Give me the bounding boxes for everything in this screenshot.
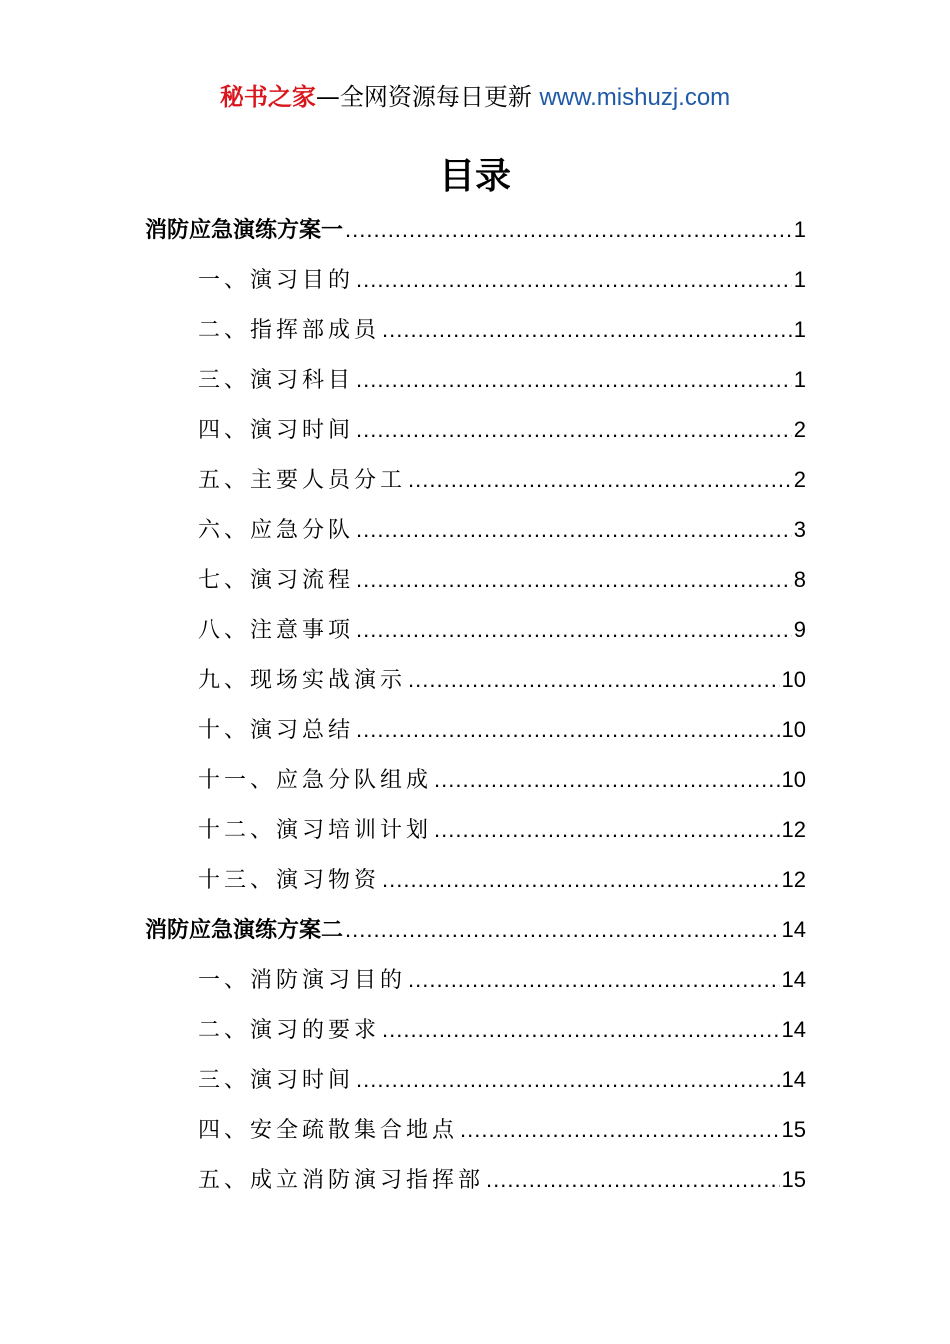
toc-page-number: 14 [781,1067,806,1092]
toc-entry-text: 三、演习科目 [198,368,355,393]
toc-entry-text: 五、成立消防演习指挥部 [198,1168,485,1193]
toc-entry-section[interactable] [145,905,806,955]
toc-page-number: 8 [793,567,806,592]
toc-entry-text: 一、演习目的 [198,268,355,293]
toc-entry[interactable] [198,1055,806,1105]
toc-entry-text: 十三、演习物资 [198,868,381,893]
toc-leader-dots [408,955,780,1005]
toc-entry-text: 十二、演习培训计划 [198,818,433,843]
toc-leader-dots [356,555,792,605]
toc-page-number: 14 [781,917,806,942]
toc-leader-dots [408,455,792,505]
toc-page-number: 2 [793,467,806,492]
toc-entry[interactable] [198,605,806,655]
toc-leader-dots [434,755,780,805]
toc-leader-dots [356,405,792,455]
toc-entry[interactable] [198,555,806,605]
toc-leader-dots [382,1005,780,1055]
toc-leader-dots [434,805,780,855]
toc-entry-text: 六、应急分队 [198,518,355,543]
toc-page-number: 10 [781,667,806,692]
toc-leader-dots [345,905,780,955]
toc-entry-text: 四、演习时间 [198,418,355,443]
brand-name: 秘书之家 [219,83,316,111]
toc-leader-dots [356,705,780,755]
toc-entry[interactable] [198,705,806,755]
toc-entry[interactable] [198,855,806,905]
toc-page-number: 1 [793,217,806,242]
toc-entry[interactable] [198,655,806,705]
toc-page-number: 10 [781,717,806,742]
toc-entry-text: 十、演习总结 [198,718,355,743]
toc-entry-text: 九、现场实战演示 [198,668,407,693]
toc-entry[interactable] [198,1105,806,1155]
toc-leader-dots [356,1055,780,1105]
toc-leader-dots [356,505,792,555]
toc-page-number: 12 [781,817,806,842]
toc-leader-dots [356,605,792,655]
toc-page-number: 3 [793,517,806,542]
toc-entry-text: 消防应急演练方案一 [145,217,344,243]
toc-entry-text: 八、注意事项 [198,618,355,643]
toc-page-number: 15 [781,1167,806,1192]
toc-entry[interactable] [198,1155,806,1205]
toc-entry[interactable] [198,255,806,305]
toc-entry-text: 一、消防演习目的 [198,968,407,993]
page-title: 目录 [438,155,511,197]
toc-page-number: 14 [781,1017,806,1042]
toc-page-number: 1 [793,367,806,392]
header-tagline: —全网资源每日更新 [315,83,532,111]
toc-page-number: 2 [793,417,806,442]
toc-entry-text: 四、安全疏散集合地点 [198,1118,459,1143]
toc-entry[interactable] [198,455,806,505]
toc-entry-text: 十一、应急分队组成 [198,768,433,793]
toc-entry[interactable] [198,505,806,555]
toc-entry[interactable] [198,755,806,805]
toc-page-number: 1 [793,317,806,342]
toc-leader-dots [382,855,780,905]
toc-leader-dots [486,1155,780,1205]
toc-entry-text: 二、演习的要求 [198,1018,381,1043]
toc-leader-dots [382,305,792,355]
toc-page-number: 15 [781,1117,806,1142]
toc-entry[interactable] [198,1005,806,1055]
toc-leader-dots [408,655,780,705]
toc-leader-dots [345,205,792,255]
toc-leader-dots [356,355,792,405]
toc-leader-dots [356,255,792,305]
header-url[interactable]: www.mishuzj.com [539,84,731,111]
toc-leader-dots [460,1105,780,1155]
toc-entry[interactable] [198,805,806,855]
toc-entry-text: 消防应急演练方案二 [145,917,344,943]
page-header [0,80,950,115]
toc-page-number: 12 [781,867,806,892]
toc-entry-text: 五、主要人员分工 [198,468,407,493]
toc-page-number: 1 [793,267,806,292]
toc-entry[interactable] [198,405,806,455]
toc-page-number: 10 [781,767,806,792]
toc-page-number: 14 [781,967,806,992]
toc-entry[interactable] [198,305,806,355]
toc-page-number: 9 [793,617,806,642]
toc-entry-section[interactable] [145,205,806,255]
toc-entry[interactable] [198,355,806,405]
toc-entry-text: 七、演习流程 [198,568,355,593]
toc-entry-text: 三、演习时间 [198,1068,355,1093]
toc-entry[interactable] [198,955,806,1005]
toc-entry-text: 二、指挥部成员 [198,318,381,343]
